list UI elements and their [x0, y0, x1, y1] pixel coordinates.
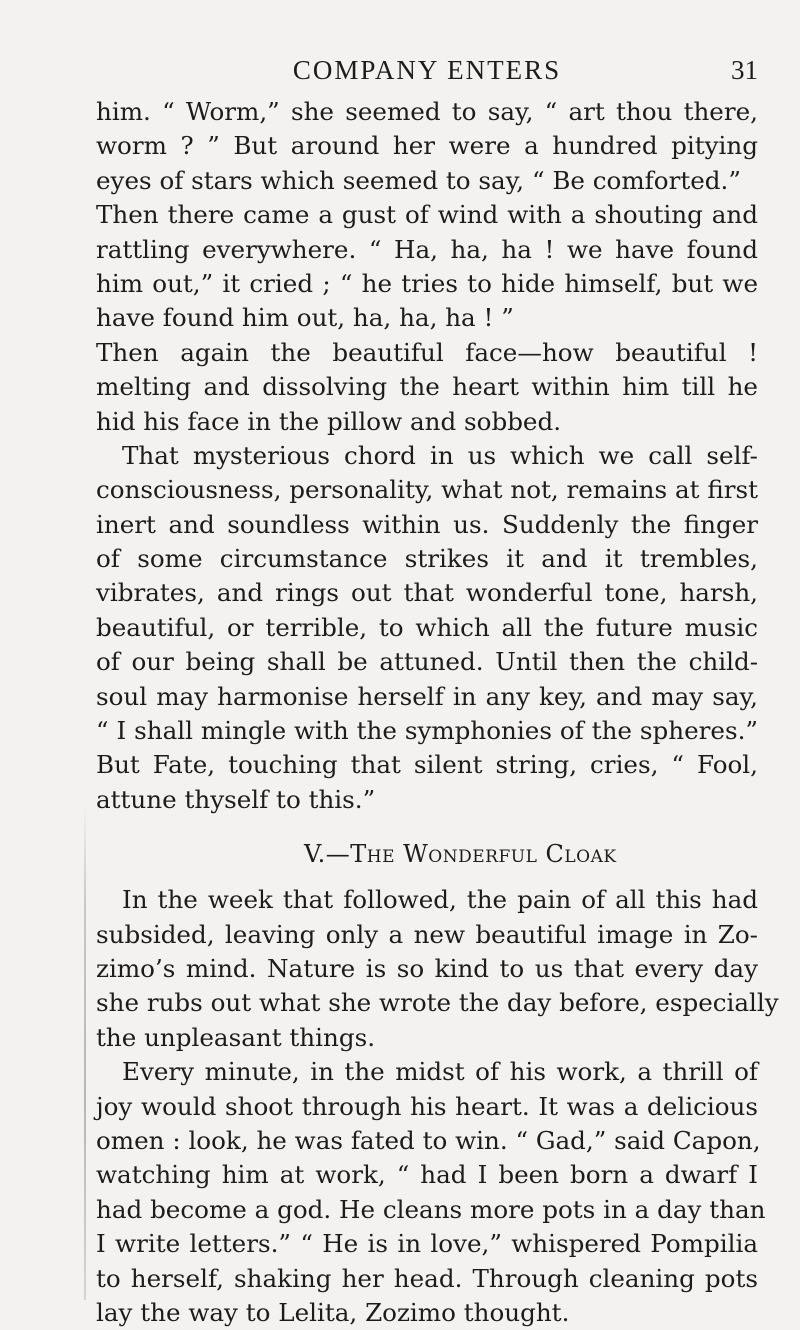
text-line: subsided, leaving only a new beautiful image in Zo- [96, 919, 758, 949]
text-line: of some circumstance strikes it and it trembles, [96, 544, 758, 574]
text-line: In the week that followed, the pain of all this had [122, 885, 758, 915]
text-line: melting and dissolving the heart within him till he [96, 372, 758, 402]
text-line: joy would shoot through his heart. It was a delicious [96, 1091, 758, 1121]
text-line: to herself, shaking her head. Through cleaning pots [96, 1263, 758, 1293]
text-line: beautiful, or terrible, to which all the future music [96, 612, 758, 642]
text-line: him. “ Worm,” she seemed to say, “ art thou there, [96, 97, 758, 126]
text-line: hid his face in the pillow and sobbed. [96, 406, 562, 436]
body-text [96, 95, 779, 1330]
text-line: I write letters.” “ He is in love,” whispered Pompilia [96, 1229, 758, 1259]
paragraph [96, 1055, 766, 1330]
page-header [96, 53, 758, 93]
section-heading: V.—The Wonderful Cloak [304, 840, 617, 869]
text-line: “ I shall mingle with the symphonies of the spheres.” [96, 716, 758, 746]
text-line: had become a god. He cleans more pots in a day than [96, 1194, 766, 1224]
paragraph [96, 198, 758, 336]
text-line: watching him at work, “ had I been born a dwarf I [96, 1160, 758, 1190]
text-line: soul may harmonise herself in any key, and may say, [96, 681, 758, 711]
paragraph [96, 439, 758, 817]
text-line: zimo’s mind. Nature is so kind to us that every day [96, 953, 758, 983]
text-line: she rubs out what she wrote the day before, especially [96, 988, 779, 1018]
text-line: lay the way to Lelita, Zozimo thought. [96, 1297, 570, 1327]
gutter-shadow [84, 805, 86, 1300]
text-line: eyes of stars which seemed to say, “ Be comforted.” [96, 165, 741, 195]
text-line: vibrates, and rings out that wonderful tone, harsh, [96, 578, 758, 608]
text-line: the unpleasant things. [96, 1022, 376, 1052]
paragraph [96, 883, 779, 1055]
text-line: him out,” it cried ; “ he tries to hide himself, but we [96, 268, 758, 298]
paragraph [96, 95, 758, 198]
paragraph [96, 336, 758, 439]
text-line: inert and soundless within us. Suddenly the finger [96, 509, 758, 539]
text-line: consciousness, personality, what not, remains at first [96, 475, 758, 505]
text-line: omen : look, he was fated to win. “ Gad,” said Capon, [96, 1125, 761, 1155]
text-line: of our being shall be attuned. Until then the child- [96, 647, 758, 677]
text-line: Then there came a gust of wind with a shouting and [96, 200, 758, 230]
text-line: rattling everywhere. “ Ha, ha, ha ! we have found [96, 234, 758, 264]
text-line: worm ? ” But around her were a hundred pitying [96, 131, 758, 161]
running-head: COMPANY ENTERS [292, 55, 562, 85]
text-line: That mysterious chord in us which we call self- [122, 440, 758, 470]
text-line: have found him out, ha, ha, ha ! ” [96, 303, 514, 333]
text-line: Then again the beautiful face—how beautiful ! [96, 337, 758, 367]
text-line: Every minute, in the midst of his work, a thrill of [122, 1057, 758, 1087]
text-line: But Fate, touching that silent string, cries, “ Fool, [96, 750, 758, 780]
text-line: attune thyself to this.” [96, 784, 376, 814]
page-number: 31 [731, 55, 758, 85]
